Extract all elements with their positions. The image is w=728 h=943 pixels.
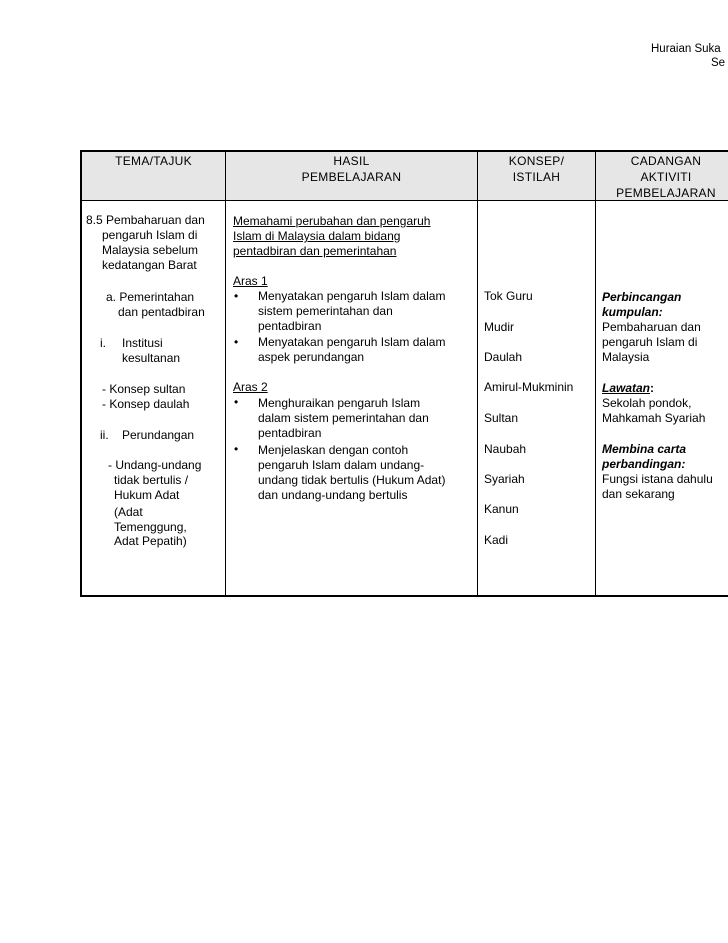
activity-title-lawatan bbox=[602, 381, 654, 396]
header-hasil-2: PEMBELAJARAN bbox=[301, 170, 402, 184]
konsep-item: Kadi bbox=[484, 533, 509, 547]
hasil-intro-line: Islam di Malaysia dalam bidang bbox=[233, 229, 401, 243]
tema-line: pengaruh Islam di bbox=[102, 228, 198, 242]
header-hasil-1: HASIL bbox=[333, 154, 370, 168]
konsep-item: Mudir bbox=[484, 320, 515, 334]
tema-line: Temenggung, bbox=[114, 520, 187, 534]
bullet-mark: • bbox=[234, 442, 239, 456]
tema-line: kesultanan bbox=[122, 351, 181, 365]
activity-title: perbandingan: bbox=[602, 457, 686, 471]
activity-text: Pembaharuan dan bbox=[602, 320, 701, 334]
header-konsep-1: KONSEP/ bbox=[508, 154, 565, 168]
lawatan-label: Lawatan bbox=[602, 381, 651, 395]
aras1-bullet2-line: Menyatakan pengaruh Islam dalam bbox=[258, 335, 446, 349]
tema-line: Malaysia sebelum bbox=[102, 243, 199, 257]
aras1-bullet1-line: pentadbiran bbox=[258, 319, 322, 333]
tema-line: i. bbox=[100, 336, 106, 350]
tema-line: Adat Pepatih) bbox=[114, 534, 187, 548]
tema-line: (Adat bbox=[114, 505, 143, 519]
tema-line: Institusi bbox=[122, 336, 163, 350]
tema-line: dan pentadbiran bbox=[118, 305, 205, 319]
aras2-title: Aras 2 bbox=[233, 380, 268, 394]
bullet-mark: • bbox=[234, 335, 239, 349]
header-tema: TEMA/TAJUK bbox=[115, 154, 192, 168]
aras1-bullet2-line: aspek perundangan bbox=[258, 350, 365, 364]
column-divider bbox=[477, 152, 478, 595]
hasil-intro-line: Memahami perubahan dan pengaruh bbox=[233, 214, 431, 228]
header-konsep-2: ISTILAH bbox=[512, 170, 561, 184]
aras1-bullet1-line: sistem pemerintahan dan bbox=[258, 304, 393, 318]
konsep-item: Sultan bbox=[484, 411, 519, 425]
tema-line: - Konsep sultan bbox=[102, 382, 186, 396]
tema-line: tidak bertulis / bbox=[114, 473, 189, 487]
activity-text: Sekolah pondok, bbox=[602, 396, 692, 410]
tema-line: Hukum Adat bbox=[114, 488, 180, 502]
konsep-item: Daulah bbox=[484, 350, 523, 364]
activity-text: Malaysia bbox=[602, 350, 650, 364]
konsep-item: Naubah bbox=[484, 442, 527, 456]
tema-line: a. Pemerintahan bbox=[106, 290, 195, 304]
tema-line: - Konsep daulah bbox=[102, 397, 190, 411]
aras2-bullet1-line: Menghuraikan pengaruh Islam bbox=[258, 396, 421, 410]
header-cadangan-2: AKTIVITI bbox=[640, 170, 692, 184]
konsep-item: Kanun bbox=[484, 502, 519, 516]
activity-title: Perbincangan bbox=[602, 290, 682, 304]
tema-line: - Undang-undang bbox=[108, 458, 202, 472]
activity-text: dan sekarang bbox=[602, 487, 675, 501]
header-cadangan-3: PEMBELAJARAN bbox=[616, 186, 716, 200]
header-cadangan-1: CADANGAN bbox=[630, 154, 702, 168]
activity-title: kumpulan: bbox=[602, 305, 663, 319]
aras2-bullet1-line: dalam sistem pemerintahan dan bbox=[258, 411, 429, 425]
tema-line: 8.5 Pembaharuan dan bbox=[86, 213, 205, 227]
lawatan-colon: : bbox=[650, 381, 655, 395]
aras1-bullet1-line: Menyatakan pengaruh Islam dalam bbox=[258, 289, 446, 303]
aras2-bullet2-line: Menjelaskan dengan contoh bbox=[258, 443, 409, 457]
hasil-intro-line: pentadbiran dan pemerintahan bbox=[233, 244, 397, 258]
header-line-1: Huraian Suka bbox=[651, 43, 721, 55]
column-divider bbox=[595, 152, 596, 595]
aras1-title: Aras 1 bbox=[233, 274, 268, 288]
bullet-mark: • bbox=[234, 289, 239, 303]
tema-line: ii. bbox=[100, 428, 109, 442]
activity-text: Fungsi istana dahulu bbox=[602, 472, 713, 486]
activity-title: Membina carta bbox=[602, 442, 687, 456]
activity-text: Mahkamah Syariah bbox=[602, 411, 706, 425]
activity-text: pengaruh Islam di bbox=[602, 335, 698, 349]
konsep-item: Tok Guru bbox=[484, 289, 533, 303]
aras2-bullet2-line: undang tidak bertulis (Hukum Adat) bbox=[258, 473, 446, 487]
header-line-2: Se bbox=[711, 57, 726, 69]
syllabus-table bbox=[80, 150, 728, 597]
aras2-bullet2-line: dan undang-undang bertulis bbox=[258, 488, 408, 502]
column-divider bbox=[225, 152, 226, 595]
aras2-bullet1-line: pentadbiran bbox=[258, 426, 322, 440]
konsep-item: Amirul-Mukminin bbox=[484, 380, 574, 394]
konsep-item: Syariah bbox=[484, 472, 525, 486]
aras2-bullet2-line: pengaruh Islam dalam undang- bbox=[258, 458, 425, 472]
tema-line: Perundangan bbox=[122, 428, 195, 442]
bullet-mark: • bbox=[234, 395, 239, 409]
tema-line: kedatangan Barat bbox=[102, 258, 197, 272]
